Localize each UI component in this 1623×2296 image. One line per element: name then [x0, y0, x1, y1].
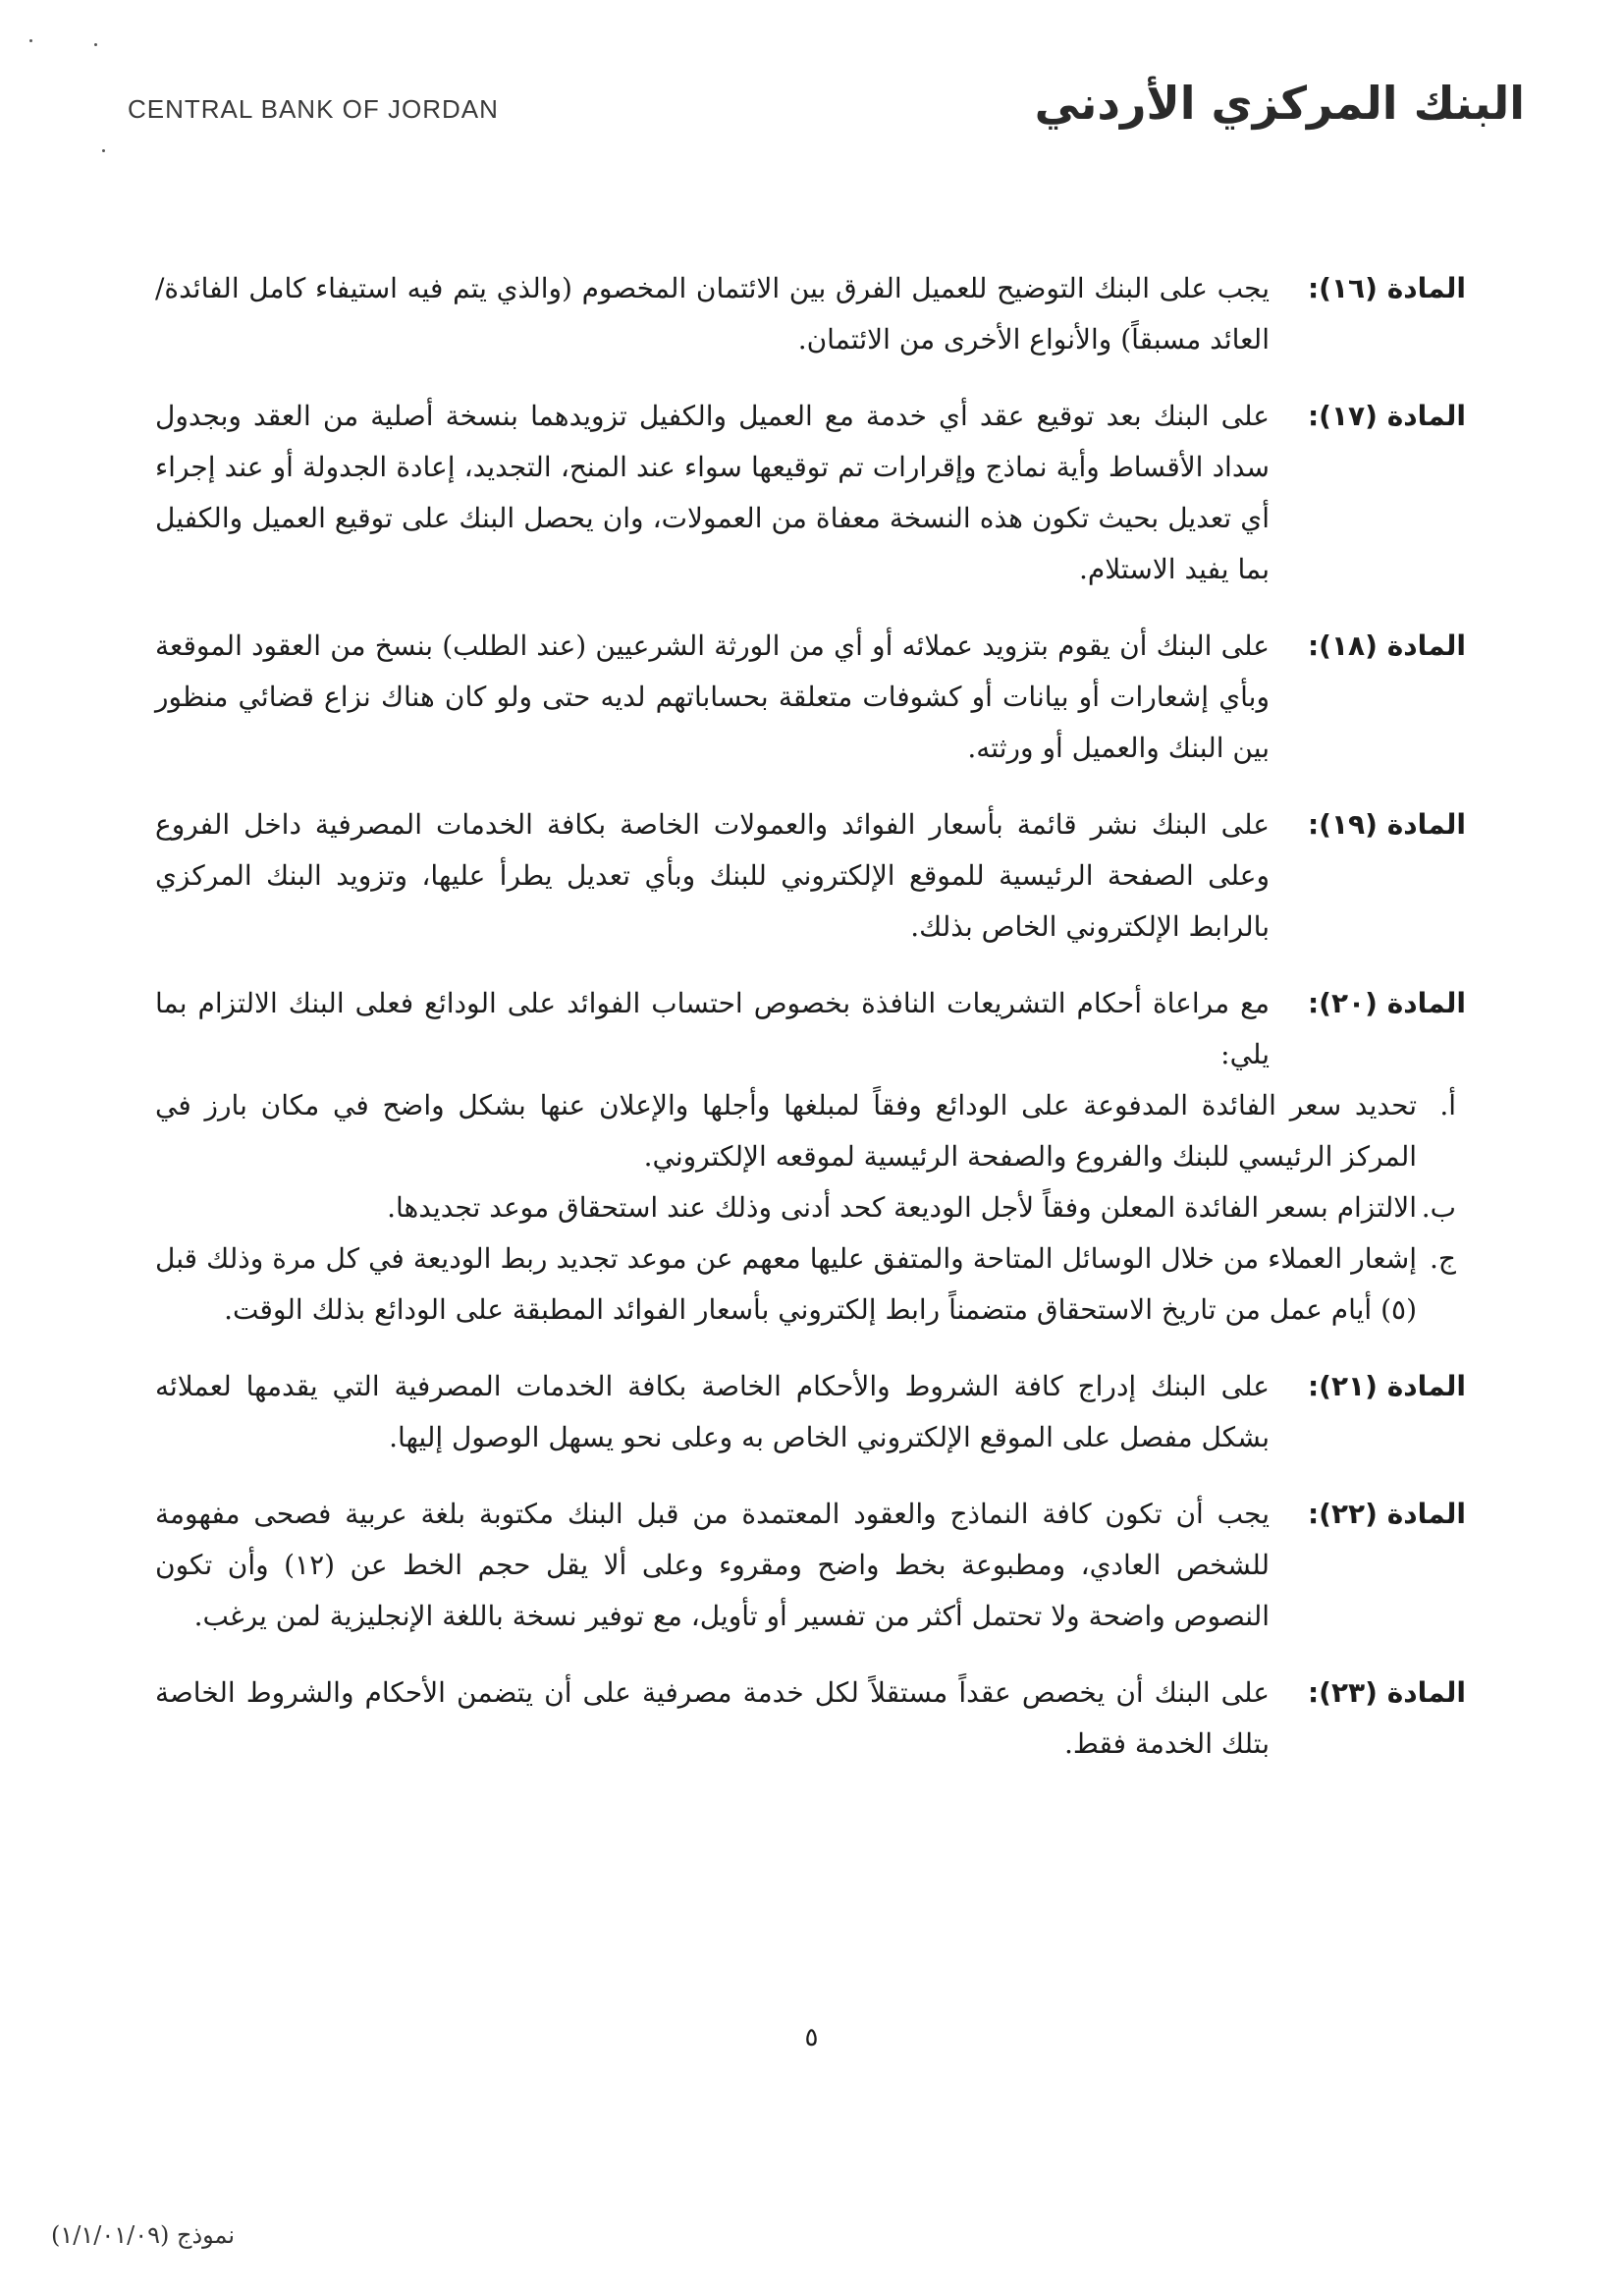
- articles-list: [155, 263, 1466, 1795]
- article-17: [155, 391, 1466, 595]
- article-sub-item: [155, 1182, 1456, 1233]
- article-label: المادة (٢٢):: [1307, 1498, 1466, 1530]
- article-text: على البنك بعد توقيع عقد أي خدمة مع العميل والكفيل تزويدهما بنسخة أصلية من العقد وبجدول سداد الأقساط وأية نماذج وإقرارات تم توقيعها سواء عند المنح، التجديد، إعادة الجدولة أو عند إجراء أي تعديل بحيث تكون هذه النسخة معفاة من العمولات، وان يحصل البنك على توقيع العميل والكفيل بما يفيد الاستلام.: [155, 400, 1270, 585]
- article-23: [155, 1667, 1466, 1770]
- header-arabic-title: البنك المركزي الأردني: [1034, 77, 1525, 130]
- page-number: ٥: [804, 2023, 819, 2052]
- article-label: المادة (١٨):: [1307, 629, 1466, 662]
- form-number: نموذج (١/١/٠١/٠٩): [51, 2221, 236, 2249]
- article-text: على البنك أن يخصص عقداً مستقلاً لكل خدمة مصرفية على أن يتضمن الأحكام والشروط الخاصة بتلك الخدمة فقط.: [155, 1676, 1270, 1760]
- scan-speck: [94, 43, 97, 46]
- article-sub-item: [155, 1080, 1456, 1182]
- article-label: المادة (٢٠):: [1307, 987, 1466, 1019]
- article-text: يجب أن تكون كافة النماذج والعقود المعتمدة من قبل البنك مكتوبة بلغة عربية فصحى مفهومة للشخص العادي، ومطبوعة بخط واضح ومقروء وعلى ألا يقل حجم الخط عن (١٢) وأن تكون النصوص واضحة ولا تحتمل أكثر من تفسير أو تأويل، مع توفير نسخة باللغة الإنجليزية لمن يرغب.: [155, 1498, 1270, 1632]
- article-sub-item: [155, 1233, 1456, 1336]
- article-18: [155, 621, 1466, 774]
- article-label: المادة (٢١):: [1307, 1370, 1466, 1402]
- article-label: المادة (١٩):: [1307, 808, 1466, 841]
- sub-item-text: إشعار العملاء من خلال الوسائل المتاحة والمتفق عليها معهم عن موعد تجديد ربط الوديعة في كل مرة وذلك قبل (٥) أيام عمل من تاريخ الاستحقاق متضمناً رابط إلكتروني بأسعار الفوائد المطبقة على الودائع بذلك الوقت.: [155, 1242, 1417, 1326]
- article-text: على البنك نشر قائمة بأسعار الفوائد والعمولات الخاصة بكافة الخدمات المصرفية داخل الفروع وعلى الصفحة الرئيسية للموقع الإلكتروني للبنك وبأي تعديل يطرأ عليها، وتزويد البنك المركزي بالرابط الإلكتروني الخاص بذلك.: [155, 808, 1270, 943]
- article-21: [155, 1361, 1466, 1463]
- sub-item-text: الالتزام بسعر الفائدة المعلن وفقاً لأجل الوديعة كحد أدنى وذلك عند استحقاق موعد تجديدها.: [387, 1191, 1417, 1224]
- article-19: [155, 799, 1466, 953]
- sub-item-marker: ب.: [1421, 1191, 1456, 1224]
- article-16: [155, 263, 1466, 365]
- article-label: المادة (١٦):: [1307, 272, 1466, 304]
- header-english-title: CENTRAL BANK OF JORDAN: [128, 94, 499, 124]
- article-20: [155, 978, 1466, 1336]
- sub-item-marker: أ.: [1439, 1089, 1456, 1121]
- article-22: [155, 1489, 1466, 1642]
- article-label: المادة (١٧):: [1307, 400, 1466, 432]
- sub-item-marker: ج.: [1430, 1242, 1456, 1275]
- article-text: على البنك إدراج كافة الشروط والأحكام الخاصة بكافة الخدمات المصرفية التي يقدمها لعملائه بشكل مفصل على الموقع الإلكتروني الخاص به وعلى نحو يسهل الوصول إليها.: [155, 1370, 1270, 1453]
- scan-speck: [102, 149, 105, 152]
- scan-speck: [29, 39, 32, 42]
- article-text: على البنك أن يقوم بتزويد عملائه أو أي من الورثة الشرعيين (عند الطلب) بنسخ من العقود الموقعة وبأي إشعارات أو بيانات أو كشوفات متعلقة بحساباتهم لديه حتى ولو كان هناك نزاع قضائي منظور بين البنك والعميل أو ورثته.: [155, 629, 1270, 764]
- sub-item-text: تحديد سعر الفائدة المدفوعة على الودائع وفقاً لمبلغها وأجلها والإعلان عنها بشكل واضح في مكان بارز في المركز الرئيسي للبنك والفروع والصفحة الرئيسية لموقعه الإلكتروني.: [155, 1089, 1417, 1173]
- article-text: مع مراعاة أحكام التشريعات النافذة بخصوص احتساب الفوائد على الودائع فعلى البنك الالتزام بما يلي:: [155, 987, 1270, 1070]
- article-text: يجب على البنك التوضيح للعميل الفرق بين الائتمان المخصوم (والذي يتم فيه استيفاء كامل الفائدة/ العائد مسبقاً) والأنواع الأخرى من الائتمان.: [155, 272, 1270, 355]
- article-label: المادة (٢٣):: [1307, 1676, 1466, 1709]
